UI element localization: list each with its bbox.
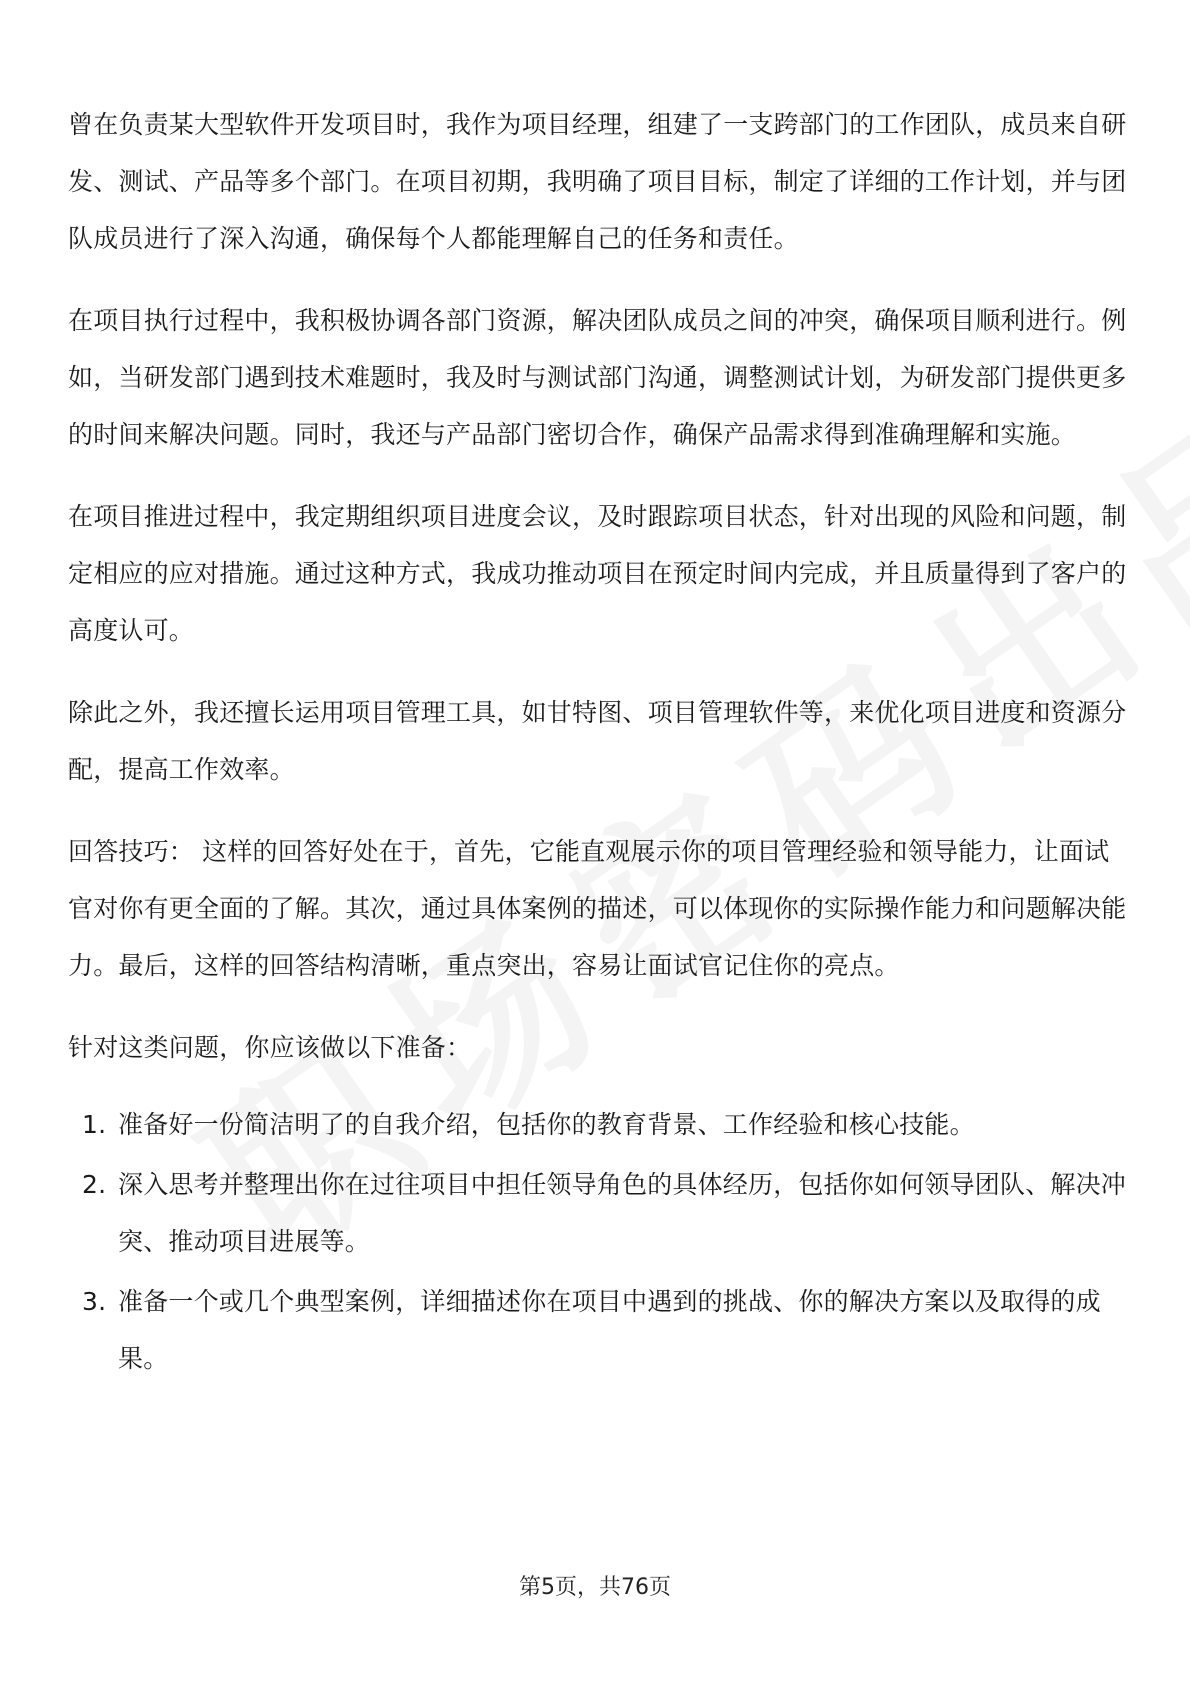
paragraph-prep-intro: 针对这类问题，你应该做以下准备：: [68, 1033, 472, 1062]
list-item-text: 准备一个或几个典型案例，详细描述你在项目中遇到的挑战、你的解决方案以及取得的成果。: [118, 1287, 1101, 1373]
list-item-number: 1.: [82, 1110, 107, 1139]
page-content: [68, 96, 1128, 1390]
paragraph-1: 曾在负责某大型软件开发项目时，我作为项目经理，组建了一支跨部门的工作团队，成员来自研发、测试、产品等多个部门。在项目初期，我明确了项目目标，制定了详细的工作计划，并与团队成员进行了深入沟通，确保每个人都能理解自己的任务和责任。: [68, 110, 1127, 253]
paragraph-2: 在项目执行过程中，我积极协调各部门资源，解决团队成员之间的冲突，确保项目顺利进行。例如，当研发部门遇到技术难题时，我及时与测试部门沟通，调整测试计划，为研发部门提供更多的时间来解决问题。同时，我还与产品部门密切合作，确保产品需求得到准确理解和实施。: [68, 306, 1127, 449]
paragraph-answer-tips: 回答技巧： 这样的回答好处在于，首先，它能直观展示你的项目管理经验和领导能力，让面试官对你有更全面的了解。其次，通过具体案例的描述，可以体现你的实际操作能力和问题解决能力。最后，这样的回答结构清晰，重点突出，容易让面试官记住你的亮点。: [68, 837, 1127, 980]
list-item-text: 深入思考并整理出你在过往项目中担任领导角色的具体经历，包括你如何领导团队、解决冲突、推动项目进展等。: [118, 1170, 1127, 1256]
list-item-number: 2.: [82, 1170, 107, 1199]
list-item-number: 3.: [82, 1287, 107, 1316]
paragraph-4: 除此之外，我还擅长运用项目管理工具，如甘特图、项目管理软件等，来优化项目进度和资源分配，提高工作效率。: [68, 698, 1127, 784]
page-number: 第5页，共76页: [519, 1575, 671, 1600]
list-item: [68, 1156, 1128, 1270]
list-item-text: 准备好一份简洁明了的自我介绍，包括你的教育背景、工作经验和核心技能。: [118, 1110, 975, 1139]
list-item: [68, 1096, 1128, 1153]
preparation-list: [68, 1096, 1128, 1387]
list-item: [68, 1273, 1128, 1387]
paragraph-3: 在项目推进过程中，我定期组织项目进度会议，及时跟踪项目状态，针对出现的风险和问题，制定相应的应对措施。通过这种方式，我成功推动项目在预定时间内完成，并且质量得到了客户的高度认可。: [68, 502, 1127, 645]
